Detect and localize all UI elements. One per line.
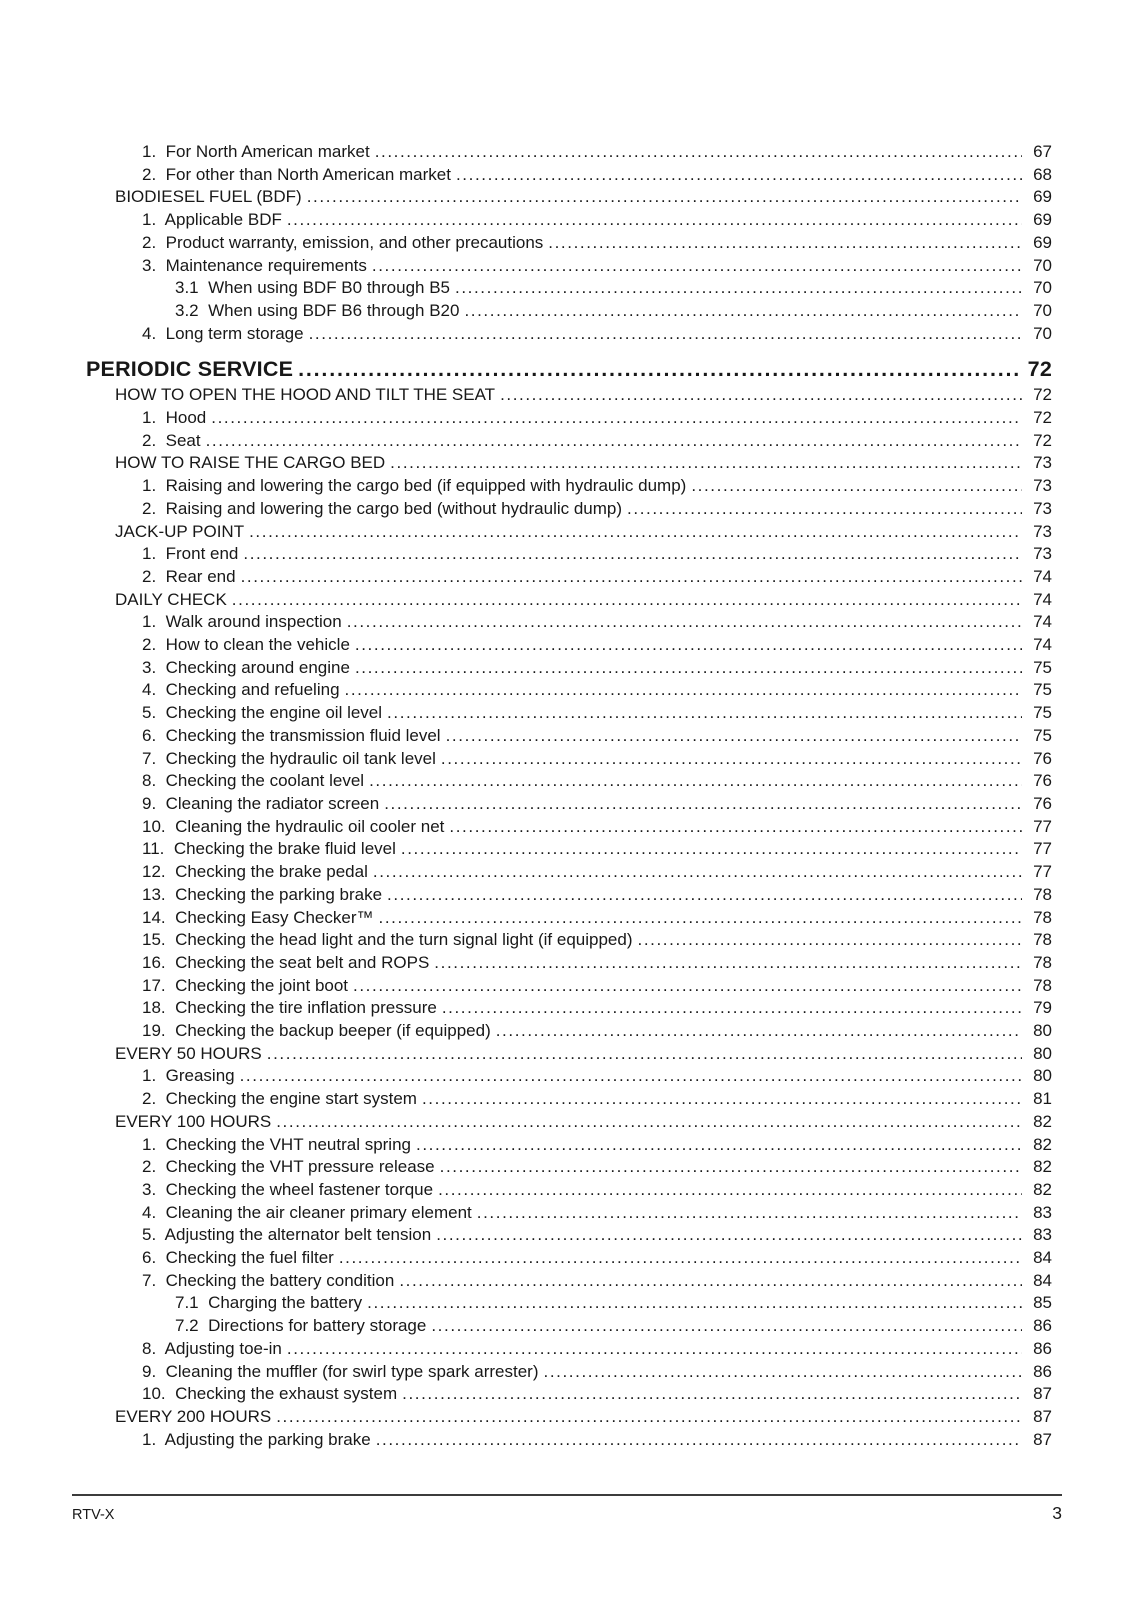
toc-entry xyxy=(86,1134,1052,1157)
toc-entry-page: 78 xyxy=(1033,884,1052,904)
toc-entry-label: 2. Checking the VHT pressure release xyxy=(142,1157,435,1177)
toc-entry-label: 6. Checking the fuel filter xyxy=(142,1248,334,1268)
toc-entry-page: 86 xyxy=(1033,1316,1052,1336)
toc-entry-page: 80 xyxy=(1033,1021,1052,1041)
toc-entry xyxy=(86,997,1052,1020)
toc-entry-page: 77 xyxy=(1033,862,1052,882)
dot-leader xyxy=(287,1338,1022,1361)
dot-leader xyxy=(544,1361,1023,1384)
dot-leader xyxy=(477,1202,1022,1225)
dot-leader xyxy=(206,430,1022,453)
dot-leader xyxy=(500,384,1022,407)
dot-leader xyxy=(442,997,1022,1020)
dot-leader xyxy=(353,975,1022,998)
toc-entry-page: 75 xyxy=(1033,703,1052,723)
dot-leader xyxy=(339,1247,1022,1270)
toc-entry-page: 82 xyxy=(1033,1157,1052,1177)
toc-entry-page: 82 xyxy=(1033,1134,1052,1154)
toc-entry-label: 7. Checking the hydraulic oil tank level xyxy=(142,748,436,768)
toc-entry xyxy=(86,543,1052,566)
toc-entry-label: 2. How to clean the vehicle xyxy=(142,635,350,655)
toc-entry xyxy=(86,975,1052,998)
toc-entry-page: 74 xyxy=(1033,612,1052,632)
toc-entry-page: 72 xyxy=(1033,430,1052,450)
toc-entry xyxy=(86,838,1052,861)
toc-entry xyxy=(86,634,1052,657)
toc-entry-label: 3. Checking the wheel fastener torque xyxy=(142,1179,434,1199)
dot-leader xyxy=(434,952,1022,975)
toc-entry-page: 78 xyxy=(1033,952,1052,972)
toc-entry-label: 1. For North American market xyxy=(142,142,370,161)
dot-leader xyxy=(243,543,1022,566)
toc-entry xyxy=(86,1020,1052,1043)
dot-leader xyxy=(548,232,1022,255)
dot-leader xyxy=(347,611,1022,634)
dot-leader xyxy=(401,838,1022,861)
toc-entry xyxy=(86,1338,1052,1361)
dot-leader xyxy=(446,725,1022,748)
toc-entry-page: 83 xyxy=(1033,1225,1052,1245)
toc-entry-page: 74 xyxy=(1033,635,1052,655)
toc-entry xyxy=(86,498,1052,521)
toc-entry-label: 14. Checking Easy Checker™ xyxy=(142,907,374,927)
toc-entry xyxy=(86,475,1052,498)
toc-entry xyxy=(86,407,1052,430)
toc-entry xyxy=(86,430,1052,453)
toc-entry xyxy=(86,1315,1052,1338)
toc-entry-label: 1. Raising and lowering the cargo bed (if equipped with hydraulic dump) xyxy=(142,476,687,496)
toc-entry xyxy=(86,1361,1052,1384)
toc-entry-page: 78 xyxy=(1033,907,1052,927)
toc-entry-label: 4. Checking and refueling xyxy=(142,680,340,700)
toc-entry-page: 70 xyxy=(1033,255,1052,275)
toc-entry-label: 11. Checking the brake fluid level xyxy=(142,839,396,859)
toc-entry-label: 5. Checking the engine oil level xyxy=(142,703,383,723)
toc-entry-label: 3.2 When using BDF B6 through B20 xyxy=(175,300,460,320)
dot-leader xyxy=(422,1088,1022,1111)
toc-entry-label: 19. Checking the backup beeper (if equipped) xyxy=(142,1021,491,1041)
toc-entry-label: 6. Checking the transmission fluid level xyxy=(142,725,441,745)
toc-entry-label: 1. Applicable BDF xyxy=(142,210,282,230)
toc-entry xyxy=(86,793,1052,816)
dot-leader xyxy=(287,209,1022,232)
toc-entry-label: 4. Long term storage xyxy=(142,323,304,343)
toc-entry-page: 73 xyxy=(1033,476,1052,496)
toc-entry-page: 74 xyxy=(1033,589,1052,609)
dot-leader xyxy=(240,1065,1022,1088)
dot-leader xyxy=(267,1043,1022,1066)
toc-entry xyxy=(86,1224,1052,1247)
toc-chapter-entry xyxy=(86,354,1052,384)
toc-entry-page: 73 xyxy=(1033,498,1052,518)
toc-entry-page: 82 xyxy=(1033,1179,1052,1199)
dot-leader xyxy=(416,1134,1022,1157)
dot-leader xyxy=(298,354,1022,384)
dot-leader xyxy=(276,1406,1022,1429)
toc-entry-page: 78 xyxy=(1033,975,1052,995)
toc-entry-page: 76 xyxy=(1033,748,1052,768)
toc-entry xyxy=(86,884,1052,907)
toc-entry xyxy=(86,861,1052,884)
toc-entry-label: DAILY CHECK xyxy=(115,589,227,609)
toc-entry xyxy=(86,1270,1052,1293)
toc-entry-label: 1. Greasing xyxy=(142,1066,235,1086)
dot-leader xyxy=(399,1270,1022,1293)
dot-leader xyxy=(402,1383,1022,1406)
toc-entry xyxy=(86,232,1052,255)
toc-entry-label: 18. Checking the tire inflation pressure xyxy=(142,998,437,1018)
toc-entry-page: 83 xyxy=(1033,1202,1052,1222)
toc-entry-label: 1. Adjusting the parking brake xyxy=(142,1429,371,1449)
toc-entry-page: 74 xyxy=(1033,566,1052,586)
toc-entry xyxy=(86,1429,1052,1452)
toc-entry-label: 15. Checking the head light and the turn signal light (if equipped) xyxy=(142,930,633,950)
toc-entry-page: 75 xyxy=(1033,657,1052,677)
toc-entry xyxy=(86,1179,1052,1202)
dot-leader xyxy=(456,164,1022,187)
toc-entry-page: 82 xyxy=(1033,1111,1052,1131)
dot-leader xyxy=(449,816,1022,839)
toc-entry-page: 70 xyxy=(1033,323,1052,343)
dot-leader xyxy=(375,141,1022,164)
toc-entry-label: 2. Rear end xyxy=(142,566,236,586)
dot-leader xyxy=(387,884,1022,907)
toc-entry-label: HOW TO RAISE THE CARGO BED xyxy=(115,453,386,473)
page-footer xyxy=(72,1503,1062,1524)
toc-entry-label: 2. Seat xyxy=(142,430,201,450)
toc-entry-page: 70 xyxy=(1033,278,1052,298)
toc-entry xyxy=(86,384,1052,407)
toc-entry-page: 76 xyxy=(1033,793,1052,813)
footer-divider xyxy=(72,1494,1062,1496)
dot-leader xyxy=(372,255,1022,278)
toc-entry-label: 16. Checking the seat belt and ROPS xyxy=(142,952,430,972)
toc-entry xyxy=(86,566,1052,589)
toc-entry xyxy=(86,323,1052,346)
toc-entry-label: 2. For other than North American market xyxy=(142,164,451,184)
toc-entry-label: JACK-UP POINT xyxy=(115,521,245,541)
toc-entry-page: 72 xyxy=(1033,385,1052,405)
toc-entry-label: 1. Hood xyxy=(142,408,207,428)
toc-entry-label: HOW TO OPEN THE HOOD AND TILT THE SEAT xyxy=(115,385,496,405)
toc-entry xyxy=(86,1247,1052,1270)
dot-leader xyxy=(436,1224,1022,1247)
toc-entry-label: 7.2 Directions for battery storage xyxy=(175,1316,427,1336)
toc-entry-label: 3.1 When using BDF B0 through B5 xyxy=(175,278,450,298)
toc-entry-page: 73 xyxy=(1033,453,1052,473)
toc-entry xyxy=(86,907,1052,930)
dot-leader xyxy=(627,498,1022,521)
toc-entry-page: 78 xyxy=(1033,930,1052,950)
dot-leader xyxy=(345,679,1022,702)
toc-entry xyxy=(86,255,1052,278)
toc-entry xyxy=(86,1406,1052,1429)
dot-leader xyxy=(387,702,1022,725)
toc-entry xyxy=(86,1088,1052,1111)
toc-entry xyxy=(86,1065,1052,1088)
dot-leader xyxy=(390,452,1022,475)
toc-entry xyxy=(86,611,1052,634)
dot-leader xyxy=(355,634,1022,657)
dot-leader xyxy=(373,861,1022,884)
toc-entry-label: 7. Checking the battery condition xyxy=(142,1270,395,1290)
dot-leader xyxy=(309,323,1022,346)
toc-entry-label: 3. Checking around engine xyxy=(142,657,350,677)
footer-page-number: 3 xyxy=(1052,1503,1062,1523)
toc-entry-label: 3. Maintenance requirements xyxy=(142,255,367,275)
toc-entry-page: 77 xyxy=(1033,816,1052,836)
toc-entry-label: 10. Cleaning the hydraulic oil cooler net xyxy=(142,816,445,836)
toc-entry-label: 8. Checking the coolant level xyxy=(142,771,365,791)
toc-entry-label: EVERY 100 HOURS xyxy=(115,1111,272,1131)
toc-entry-label: PERIODIC SERVICE xyxy=(86,357,294,382)
dot-leader xyxy=(376,1429,1022,1452)
toc-entry-page: 70 xyxy=(1033,300,1052,320)
dot-leader xyxy=(638,929,1023,952)
dot-leader xyxy=(438,1179,1022,1202)
toc-entry-label: 1. Checking the VHT neutral spring xyxy=(142,1134,411,1154)
toc-entry xyxy=(86,186,1052,209)
toc-entry xyxy=(86,141,1052,164)
dot-leader xyxy=(232,589,1022,612)
toc-entry xyxy=(86,702,1052,725)
toc-entry-page: 87 xyxy=(1033,1406,1052,1426)
footer-model-label: RTV-X xyxy=(72,1507,115,1523)
toc-entry xyxy=(86,521,1052,544)
toc-entry xyxy=(86,1383,1052,1406)
toc-entry-page: 69 xyxy=(1033,187,1052,207)
dot-leader xyxy=(464,300,1022,323)
toc-entry-label: 12. Checking the brake pedal xyxy=(142,862,368,882)
toc-entry-label: 13. Checking the parking brake xyxy=(142,884,383,904)
toc-entry-page: 84 xyxy=(1033,1248,1052,1268)
toc-entry-page: 81 xyxy=(1033,1089,1052,1109)
toc-entry xyxy=(86,300,1052,323)
toc-entry-label: 8. Adjusting toe-in xyxy=(142,1338,282,1358)
dot-leader xyxy=(431,1315,1022,1338)
toc-entry xyxy=(86,1111,1052,1134)
toc-entry-page: 69 xyxy=(1033,210,1052,230)
dot-leader xyxy=(379,907,1023,930)
toc-entry xyxy=(86,770,1052,793)
toc-entry-page: 80 xyxy=(1033,1066,1052,1086)
dot-leader xyxy=(211,407,1022,430)
dot-leader xyxy=(691,475,1022,498)
toc-entry-page: 79 xyxy=(1033,998,1052,1018)
toc-entry-label: EVERY 50 HOURS xyxy=(115,1043,262,1063)
toc-entry-page: 85 xyxy=(1033,1293,1052,1313)
toc-list xyxy=(86,141,1052,1451)
dot-leader xyxy=(367,1292,1022,1315)
toc-entry xyxy=(86,657,1052,680)
toc-entry xyxy=(86,816,1052,839)
toc-entry xyxy=(86,1043,1052,1066)
dot-leader xyxy=(455,277,1022,300)
toc-entry-label: 10. Checking the exhaust system xyxy=(142,1384,398,1404)
toc-entry xyxy=(86,164,1052,187)
dot-leader xyxy=(441,748,1022,771)
toc-entry xyxy=(86,748,1052,771)
toc-entry xyxy=(86,929,1052,952)
toc-entry xyxy=(86,209,1052,232)
dot-leader xyxy=(241,566,1022,589)
toc-entry-label: 9. Cleaning the radiator screen xyxy=(142,793,380,813)
toc-entry-label: 1. Walk around inspection xyxy=(142,612,342,632)
toc-entry-label: 4. Cleaning the air cleaner primary element xyxy=(142,1202,472,1222)
toc-entry-page: 68 xyxy=(1033,164,1052,184)
toc-entry xyxy=(86,277,1052,300)
toc-entry-page: 77 xyxy=(1033,839,1052,859)
toc-entry xyxy=(86,952,1052,975)
dot-leader xyxy=(440,1156,1022,1179)
toc-entry-page: 73 xyxy=(1033,544,1052,564)
dot-leader xyxy=(355,657,1022,680)
toc-entry xyxy=(86,1202,1052,1225)
dot-leader xyxy=(276,1111,1022,1134)
dot-leader xyxy=(384,793,1022,816)
toc-entry-label: 1. Front end xyxy=(142,544,239,564)
toc-entry xyxy=(86,1292,1052,1315)
toc-entry-page: 75 xyxy=(1033,680,1052,700)
toc-entry-page: 67 xyxy=(1033,142,1052,161)
toc-entry-label: BIODIESEL FUEL (BDF) xyxy=(115,187,302,207)
toc-entry-page: 72 xyxy=(1033,408,1052,428)
dot-leader xyxy=(369,770,1022,793)
toc-entry-page: 72 xyxy=(1027,357,1052,382)
toc-entry xyxy=(86,725,1052,748)
toc-entry-page: 87 xyxy=(1033,1429,1052,1449)
toc-entry-page: 80 xyxy=(1033,1043,1052,1063)
toc-entry-label: EVERY 200 HOURS xyxy=(115,1406,272,1426)
toc-entry-label: 5. Adjusting the alternator belt tension xyxy=(142,1225,432,1245)
toc-entry xyxy=(86,679,1052,702)
toc-entry-page: 76 xyxy=(1033,771,1052,791)
toc-entry-label: 2. Raising and lowering the cargo bed (without hydraulic dump) xyxy=(142,498,623,518)
toc-entry-page: 69 xyxy=(1033,232,1052,252)
toc-entry-label: 17. Checking the joint boot xyxy=(142,975,349,995)
toc-entry-page: 84 xyxy=(1033,1270,1052,1290)
toc-entry-page: 87 xyxy=(1033,1384,1052,1404)
toc-entry xyxy=(86,452,1052,475)
dot-leader xyxy=(249,521,1022,544)
toc-entry-page: 75 xyxy=(1033,725,1052,745)
toc-entry xyxy=(86,1156,1052,1179)
toc-entry-label: 2. Product warranty, emission, and other precautions xyxy=(142,232,544,252)
toc-entry xyxy=(86,589,1052,612)
dot-leader xyxy=(496,1020,1022,1043)
toc-entry-label: 7.1 Charging the battery xyxy=(175,1293,363,1313)
toc-entry-page: 86 xyxy=(1033,1338,1052,1358)
toc-entry-page: 73 xyxy=(1033,521,1052,541)
toc-entry-page: 86 xyxy=(1033,1361,1052,1381)
toc-entry-label: 2. Checking the engine start system xyxy=(142,1089,417,1109)
toc-entry-label: 9. Cleaning the muffler (for swirl type spark arrester) xyxy=(142,1361,539,1381)
dot-leader xyxy=(307,186,1022,209)
